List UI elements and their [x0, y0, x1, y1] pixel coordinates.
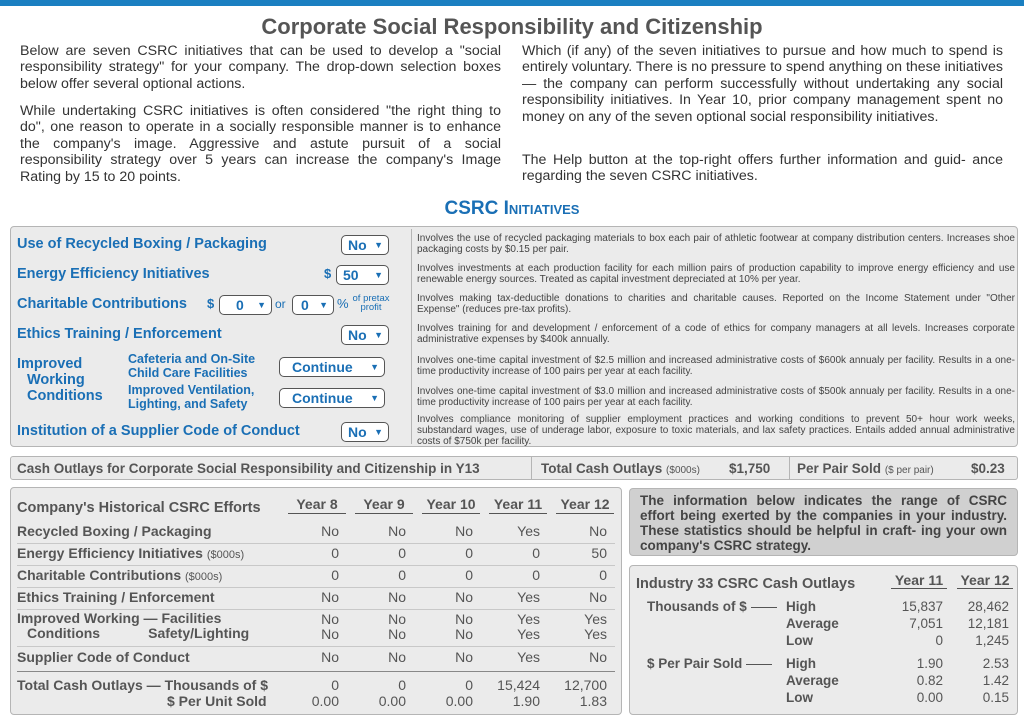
charitable-pct-sign: % [337, 296, 349, 311]
history-year-8: Year 8 [288, 496, 346, 514]
history-cell: 0 [532, 567, 540, 583]
pretax-line-1: of pretax [352, 293, 390, 304]
history-cell: 0 [331, 545, 339, 561]
working-label-3: Conditions [27, 388, 103, 404]
intro-right-1: Which (if any) of the seven initiatives to pursue and how much to spend is entirely voluntary. There is no pressure to spend anything on these initiatives — the company can perform successfully without undertaking any social responsibility initiatives. In Year 10, prior company management spent no money on any of the seven optional social responsibility initiatives. [522, 43, 1003, 125]
chevron-down-icon: ▼ [374, 270, 383, 280]
energy-label: Energy Efficiency Initiatives [17, 266, 210, 282]
history-cell: No [455, 589, 473, 605]
industry-thousands-label-text: Thousands of $ [647, 599, 747, 614]
historical-csrc-table [10, 487, 622, 715]
history-total-label [17, 677, 268, 709]
history-working-sub-1: Facilities [161, 610, 222, 626]
per-pair-unit: ($ per pair) [884, 465, 934, 476]
stat-label-average: Average [786, 673, 839, 688]
intro-left-1: Below are seven CSRC initiatives that can be used to develop a "social responsibility strategy" for your company. The drop-down selection boxes below offer several optional actions. [20, 43, 501, 92]
history-cell: No [321, 626, 339, 642]
supplier-dropdown[interactable] [341, 422, 389, 442]
history-cell: No [388, 649, 406, 665]
childcare-label-1: Cafeteria and On-Site [128, 352, 256, 366]
row-divider [17, 671, 615, 672]
history-cell: 0.00 [445, 693, 473, 709]
charitable-pct-value: 0 [301, 297, 309, 313]
industry-perpair-label-text: $ Per Pair Sold [647, 656, 743, 671]
history-energy-label-text: Energy Efficiency Initiatives [17, 545, 203, 561]
supplier-value: No [348, 424, 367, 440]
childcare-label-2: Child Care Facilities [128, 366, 248, 380]
history-cell: 0.00 [378, 693, 406, 709]
history-cell: No [388, 626, 406, 642]
childcare-desc: Involves one-time capital investment of $2.5 million and increased administrative costs of $600k annualy per facility. Results in a one-time productivity increase of 100 pairs per year at each facility. [417, 355, 1015, 377]
recycled-value: No [348, 237, 367, 253]
history-cell: 0 [331, 677, 339, 693]
history-year-11: Year 11 [489, 496, 547, 514]
history-cell: Yes [517, 523, 540, 539]
history-cell: No [455, 611, 473, 627]
industry-cell: 0.82 [916, 673, 943, 688]
cash-outlays-bar [10, 456, 1018, 480]
history-working-label-2: Conditions [27, 625, 101, 641]
charitable-dollars-dropdown[interactable] [219, 295, 272, 315]
history-charitable-label [17, 567, 222, 583]
childcare-label [128, 352, 255, 380]
history-cell: 0.00 [311, 693, 339, 709]
history-supplier-label: Supplier Code of Conduct [17, 649, 190, 665]
total-cash-label [541, 461, 700, 476]
panel-divider [411, 229, 412, 444]
history-working-sub-2: Safety/Lighting [148, 625, 250, 641]
page-title: Corporate Social Responsibility and Citizenship [261, 14, 763, 39]
history-cell: 0 [465, 567, 473, 583]
history-recycled-label: Recycled Boxing / Packaging [17, 523, 212, 539]
top-accent-bar [0, 0, 1024, 6]
energy-dropdown[interactable] [336, 265, 389, 285]
row-divider [17, 565, 615, 566]
history-cell: No [321, 611, 339, 627]
energy-value: 50 [343, 267, 359, 283]
recycled-dropdown[interactable] [341, 235, 389, 255]
charitable-desc: Involves making tax-deductible donations to charities and charitable causes. Reported on the Income Statement under "Other Expense" (reduces pre-tax profits). [417, 293, 1015, 315]
cash-divider-2 [789, 457, 790, 479]
row-divider [17, 646, 615, 647]
history-cell: 1.83 [579, 693, 607, 709]
charitable-currency: $ [207, 296, 215, 311]
history-cell: 0 [532, 545, 540, 561]
history-cell: 0 [398, 677, 406, 693]
history-cell: No [455, 649, 473, 665]
history-year-9: Year 9 [355, 496, 413, 514]
energy-currency: $ [324, 266, 332, 281]
industry-info-box: The information below indicates the range of CSRC effort being exerted by the companies in your industry. These statistics should be helpful in craft- ing your own company's CSRC strategy. [629, 488, 1018, 556]
history-cell: Yes [517, 649, 540, 665]
supplier-desc: Involves compliance monitoring of supplier employment practices and working conditions to prevent 50+ hour work weeks, substandard wages, use of underage labor, exposure to toxic materials, and lax safety practices. Entails added annual administrative costs of $750k per facility. [417, 414, 1015, 447]
chevron-down-icon: ▼ [374, 427, 383, 437]
history-year-12: Year 12 [556, 496, 614, 514]
stat-label-low: Low [786, 633, 813, 648]
history-cell: No [388, 523, 406, 539]
cash-divider-1 [531, 457, 532, 479]
working-label [17, 356, 103, 404]
charitable-or: or [275, 297, 286, 311]
history-charitable-label-text: Charitable Contributions [17, 567, 182, 583]
industry-cash-outlays [629, 565, 1018, 715]
history-working-label [17, 611, 249, 641]
industry-cell: 15,837 [901, 599, 943, 614]
row-divider [17, 543, 615, 544]
history-total-label-text: Total Cash Outlays [17, 677, 143, 693]
industry-cell: 0 [935, 633, 943, 648]
chevron-down-icon: ▼ [257, 300, 266, 310]
initiatives-panel [10, 226, 1018, 447]
industry-year-12: Year 12 [957, 572, 1013, 589]
chevron-down-icon: ▼ [374, 330, 383, 340]
history-cell: No [455, 523, 473, 539]
per-pair-value: $0.23 [971, 461, 1005, 476]
chevron-down-icon: ▼ [374, 240, 383, 250]
intro-left-2: While undertaking CSRC initiatives is often considered "the right thing to do", one reason to operate in a socially responsible manner is to enhance the company's image. Aggressive and astute pursuit of a social responsibility strategy over 5 years can increase the company's Image Rating by 15 to 20 points. [20, 103, 501, 185]
stat-label-high: High [786, 599, 816, 614]
ventilation-label-2: Lighting, and Safety [128, 397, 248, 411]
pretax-label [348, 294, 394, 312]
cash-outlays-label: Cash Outlays for Corporate Social Responsibility and Citizenship in Y13 [17, 461, 480, 476]
history-total-sub-1: Thousands of $ [164, 677, 269, 693]
history-year-10: Year 10 [422, 496, 480, 514]
recycled-desc: Involves the use of recycled packaging materials to box each pair of athletic footwear at company distribution centers. Increases shoe packaging costs by $0.15 per pair. [417, 233, 1015, 255]
history-cell: No [388, 589, 406, 605]
industry-cell: 2.53 [982, 656, 1009, 671]
history-cell: 0 [331, 567, 339, 583]
chevron-down-icon: ▼ [370, 362, 379, 372]
per-pair-label-text: Per Pair Sold [797, 461, 882, 476]
supplier-label: Institution of a Supplier Code of Conduct [17, 423, 300, 439]
charitable-dollars-value: 0 [236, 297, 244, 313]
history-working-label-1: Improved Working [17, 610, 140, 626]
ventilation-desc: Involves one-time capital investment of $3.0 million and increased administrative costs of $500k annualy per facility. Results in a one-time productivity increase of 100 pairs per year at each facility. [417, 386, 1015, 408]
history-cell: Yes [584, 611, 607, 627]
history-cell: Yes [517, 611, 540, 627]
history-cell: 50 [591, 545, 607, 561]
energy-desc: Involves investments at each production facility for each million pairs of production capability to improve energy efficiency and use renewable energy sources. Treated as capital investment depreciated at 10% per year. [417, 263, 1015, 285]
section-title: CSRC Initiatives [444, 198, 580, 219]
ventilation-dropdown[interactable] [279, 388, 385, 408]
ventilation-label [128, 383, 254, 411]
bracket-line [746, 664, 772, 665]
industry-title: Industry 33 CSRC Cash Outlays [636, 576, 856, 592]
history-cell: No [589, 523, 607, 539]
recycled-label: Use of Recycled Boxing / Packaging [17, 236, 267, 252]
industry-year-11: Year 11 [891, 572, 947, 589]
history-cell: No [321, 649, 339, 665]
history-cell: Yes [517, 589, 540, 605]
ethics-dropdown[interactable] [341, 325, 389, 345]
chevron-down-icon: ▼ [319, 300, 328, 310]
working-label-1: Improved [17, 356, 83, 372]
history-total-dash: — [146, 677, 161, 693]
history-cell: 0 [465, 677, 473, 693]
history-cell: No [589, 589, 607, 605]
industry-cell: 1.90 [916, 656, 943, 671]
industry-cell: 1.42 [982, 673, 1009, 688]
stat-label-low: Low [786, 690, 813, 705]
ethics-desc: Involves training for and development / enforcement of a code of ethics for company managers at all levels. Increases corporate administrative expenses by $400k annually. [417, 323, 1015, 345]
intro-right-2: The Help button at the top-right offers further information and guid- ance regarding the seven CSRC initiatives. [522, 152, 1003, 185]
ventilation-value: Continue [292, 390, 353, 406]
history-cell: No [321, 589, 339, 605]
history-cell: 12,700 [564, 677, 607, 693]
charitable-pct-dropdown[interactable] [292, 295, 334, 315]
history-cell: No [455, 626, 473, 642]
total-cash-label-text: Total Cash Outlays [541, 461, 663, 476]
total-cash-value: $1,750 [729, 461, 771, 476]
history-cell: 15,424 [497, 677, 540, 693]
ethics-label: Ethics Training / Enforcement [17, 326, 222, 342]
charitable-label: Charitable Contributions [17, 296, 187, 312]
history-cell: Yes [517, 626, 540, 642]
ethics-value: No [348, 327, 367, 343]
industry-cell: 12,181 [967, 616, 1009, 631]
history-cell: 1.90 [512, 693, 540, 709]
industry-cell: 1,245 [975, 633, 1009, 648]
stat-label-high: High [786, 656, 816, 671]
pretax-line-2: profit [360, 302, 382, 313]
history-cell: No [388, 611, 406, 627]
industry-cell: 0.15 [982, 690, 1009, 705]
industry-cell: 28,462 [967, 599, 1009, 614]
history-energy-unit: ($000s) [206, 549, 245, 561]
history-cell: 0 [465, 545, 473, 561]
history-ethics-label: Ethics Training / Enforcement [17, 589, 215, 605]
history-cell: 0 [398, 567, 406, 583]
history-total-sub-2: $ Per Unit Sold [167, 693, 267, 709]
history-energy-label [17, 545, 244, 561]
industry-perpair-label [647, 656, 772, 671]
stat-label-average: Average [786, 616, 839, 631]
industry-cell: 7,051 [909, 616, 943, 631]
history-cell: No [321, 523, 339, 539]
history-cell: Yes [584, 626, 607, 642]
history-title: Company's Historical CSRC Efforts [17, 500, 261, 516]
industry-thousands-label [647, 599, 777, 614]
history-working-dash: — [143, 610, 158, 626]
childcare-dropdown[interactable] [279, 357, 385, 377]
childcare-value: Continue [292, 359, 353, 375]
total-cash-unit: ($000s) [666, 465, 700, 476]
per-pair-label [797, 461, 934, 476]
chevron-down-icon: ▼ [370, 393, 379, 403]
industry-cell: 0.00 [916, 690, 943, 705]
bracket-line [751, 607, 777, 608]
history-cell: 0 [398, 545, 406, 561]
history-cell: No [589, 649, 607, 665]
history-cell: 0 [599, 567, 607, 583]
working-label-2: Working [27, 372, 85, 388]
row-divider [17, 587, 615, 588]
history-charitable-unit: ($000s) [185, 571, 223, 583]
ventilation-label-1: Improved Ventilation, [128, 383, 255, 397]
